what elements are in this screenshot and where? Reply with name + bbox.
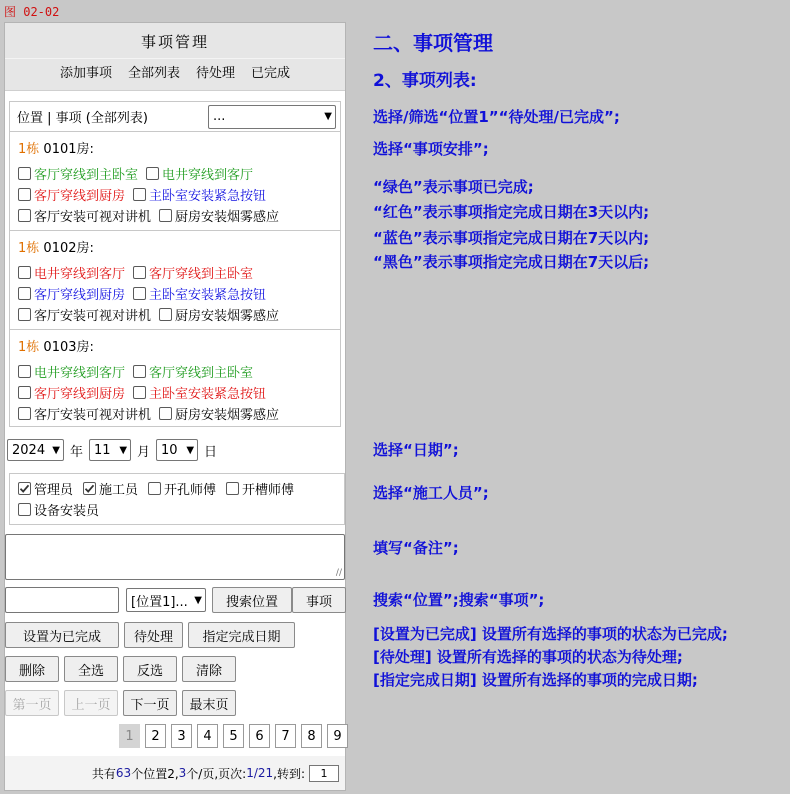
- page-number-button[interactable]: 2: [145, 724, 166, 748]
- room-number: 0101房:: [43, 142, 94, 157]
- goto-page-input[interactable]: 1: [309, 765, 339, 782]
- page-number-button[interactable]: 1: [119, 724, 140, 748]
- checkbox[interactable]: [148, 482, 161, 495]
- notes-heading: 二、事项管理: [373, 31, 493, 55]
- checkbox[interactable]: [18, 365, 31, 378]
- checkbox[interactable]: [133, 266, 146, 279]
- year-select[interactable]: 2024 ▼: [7, 439, 64, 461]
- note-search: 搜索“位置”;搜索“事项”;: [373, 591, 545, 609]
- clear-button[interactable]: 清除: [182, 656, 236, 682]
- task-label: 主卧室安装紧急按钮: [149, 387, 267, 402]
- task-row: [18, 163, 340, 184]
- month-unit: 月: [137, 444, 151, 460]
- checkbox[interactable]: [133, 188, 146, 201]
- task-label: 客厅安装可视对讲机: [34, 309, 152, 324]
- checkbox[interactable]: [159, 308, 172, 321]
- task-label: 电井穿线到客厅: [162, 168, 254, 183]
- task-checkbox-item[interactable]: [133, 383, 266, 402]
- check-icon: [19, 483, 30, 494]
- room-title: [18, 137, 340, 163]
- checkbox[interactable]: [133, 287, 146, 300]
- building-label: 1栋: [18, 241, 40, 256]
- checkbox[interactable]: [159, 209, 172, 222]
- page-number-button[interactable]: 5: [223, 724, 244, 748]
- staff-checkbox-item[interactable]: [148, 479, 216, 498]
- task-label: 电井穿线到客厅: [34, 267, 126, 282]
- task-label: 客厅穿线到主卧室: [149, 267, 254, 282]
- resize-grip-icon[interactable]: ∕∕: [335, 568, 342, 578]
- task-checkbox-item[interactable]: [18, 404, 151, 423]
- page-number-button[interactable]: 4: [197, 724, 218, 748]
- checkbox[interactable]: [18, 266, 31, 279]
- set-due-date-button[interactable]: 指定完成日期: [188, 622, 295, 648]
- note-filter: 选择/筛选“位置1”“待处理/已完成”;: [373, 108, 620, 126]
- page-navigation: [5, 690, 241, 716]
- room-title: [18, 236, 340, 262]
- staff-checkbox-item[interactable]: [18, 500, 99, 519]
- chevron-down-icon: ▼: [52, 444, 60, 456]
- check-icon: [84, 483, 95, 494]
- task-checkbox-item[interactable]: [146, 164, 253, 183]
- task-row: [18, 403, 340, 424]
- page-number-button[interactable]: 7: [275, 724, 296, 748]
- task-label: 客厅穿线到厨房: [34, 189, 126, 204]
- filter-row: [9, 101, 341, 131]
- checkbox[interactable]: [18, 407, 31, 420]
- note-items: 选择“事项安排”;: [373, 140, 489, 158]
- note-set-completed: [设置为已完成] 设置所有选择的事项的状态为已完成;: [373, 625, 728, 643]
- checkbox[interactable]: [133, 386, 146, 399]
- chevron-down-icon: ▼: [186, 444, 195, 456]
- task-checkbox-item[interactable]: [18, 206, 151, 225]
- set-completed-button[interactable]: 设置为已完成: [5, 622, 119, 648]
- notes-subheading: 2、事项列表:: [373, 71, 477, 91]
- room-number: 0102房:: [43, 241, 94, 256]
- note-staff: 选择“施工人员”;: [373, 484, 489, 502]
- search-item-button[interactable]: 事项: [292, 587, 346, 613]
- first-page-button[interactable]: 第一页: [5, 690, 59, 716]
- panel-header: [5, 23, 345, 91]
- staff-row: [18, 478, 344, 499]
- filter-label: 位置 | 事项 (全部列表): [17, 111, 148, 126]
- page-indicator: 1/21: [246, 766, 274, 780]
- status-actions: [5, 622, 300, 648]
- chevron-down-icon: ▼: [119, 444, 128, 456]
- legend-red: “红色”表示事项指定完成日期在3天以内;: [373, 203, 650, 221]
- task-row: [18, 304, 340, 325]
- pagination-footer: 共有 63 个位置2, 3 个/页,页次: 1/21 ,转到: 1: [5, 756, 345, 790]
- task-label: 电井穿线到客厅: [34, 366, 126, 381]
- note-set-pending: [待处理] 设置所有选择的事项的状态为待处理;: [373, 648, 683, 666]
- year-unit: 年: [70, 444, 84, 460]
- staff-label: 管理员: [34, 483, 74, 498]
- room-list: [9, 131, 341, 427]
- next-page-button[interactable]: 下一页: [123, 690, 177, 716]
- task-row: [18, 205, 340, 226]
- select-all-button[interactable]: 全选: [64, 656, 118, 682]
- checkbox[interactable]: [18, 287, 31, 300]
- room-block: [10, 231, 340, 330]
- task-checkbox-item[interactable]: [18, 263, 125, 282]
- staff-selection: [9, 473, 345, 525]
- task-checkbox-item[interactable]: [18, 284, 125, 303]
- task-checkbox-item[interactable]: [133, 362, 253, 381]
- room-title: [18, 335, 340, 361]
- search-row: [5, 587, 347, 613]
- day-unit: 日: [204, 444, 218, 460]
- task-checkbox-item[interactable]: [18, 362, 125, 381]
- task-label: 客厅穿线到主卧室: [34, 168, 139, 183]
- room-block: [10, 330, 340, 426]
- building-label: 1栋: [18, 340, 40, 355]
- delete-button[interactable]: 删除: [5, 656, 59, 682]
- task-checkbox-item[interactable]: [133, 263, 253, 282]
- staff-row: [18, 499, 344, 520]
- task-label: 客厅穿线到厨房: [34, 387, 126, 402]
- item-management-panel: [4, 22, 346, 791]
- task-row: [18, 361, 340, 382]
- note-date: 选择“日期”;: [373, 441, 459, 459]
- month-select[interactable]: 11 ▼: [89, 439, 131, 461]
- checkbox[interactable]: [146, 167, 159, 180]
- checkbox[interactable]: [226, 482, 239, 495]
- task-checkbox-item[interactable]: [159, 206, 279, 225]
- room-block: [10, 132, 340, 231]
- checkbox[interactable]: [133, 365, 146, 378]
- staff-checkbox-item[interactable]: [18, 479, 73, 498]
- staff-label: 施工员: [99, 483, 139, 498]
- checkbox[interactable]: [18, 386, 31, 399]
- building-label: 1栋: [18, 142, 40, 157]
- legend-green: “绿色”表示事项已完成;: [373, 178, 534, 196]
- task-checkbox-item[interactable]: [159, 305, 279, 324]
- note-set-due-date: [指定完成日期] 设置所有选择的事项的完成日期;: [373, 671, 698, 689]
- task-row: [18, 382, 340, 403]
- set-pending-button[interactable]: 待处理: [124, 622, 183, 648]
- task-checkbox-item[interactable]: [159, 404, 279, 423]
- panel-title: 事项管理: [5, 23, 345, 59]
- task-checkbox-item[interactable]: [133, 185, 266, 204]
- task-checkbox-item[interactable]: [133, 284, 266, 303]
- position-select[interactable]: [位置1]... ▼: [126, 588, 206, 612]
- date-row: [5, 437, 223, 463]
- checkbox[interactable]: [18, 503, 31, 516]
- search-position-button[interactable]: 搜索位置: [212, 587, 292, 613]
- legend-black: “黑色”表示事项指定完成日期在7天以后;: [373, 253, 650, 271]
- selection-actions: [5, 656, 241, 682]
- task-row: [18, 283, 340, 304]
- last-page-button[interactable]: 最末页: [182, 690, 236, 716]
- task-checkbox-item[interactable]: [18, 164, 138, 183]
- menu-add-item[interactable]: 添加事项: [59, 66, 112, 81]
- figure-label: 图 02-02: [4, 5, 60, 19]
- checkbox[interactable]: [18, 167, 31, 180]
- invert-selection-button[interactable]: 反选: [123, 656, 177, 682]
- page-number-button[interactable]: 3: [171, 724, 192, 748]
- page-number-button[interactable]: 8: [301, 724, 322, 748]
- task-label: 客厅安装可视对讲机: [34, 210, 152, 225]
- staff-checkbox-item[interactable]: [83, 479, 138, 498]
- staff-label: 设备安装员: [34, 504, 100, 519]
- task-label: 客厅穿线到主卧室: [149, 366, 254, 381]
- chevron-down-icon: ▼: [194, 594, 202, 606]
- panel-menu: [5, 59, 345, 90]
- task-label: 厨房安装烟雾感应: [175, 309, 280, 324]
- checkbox[interactable]: [18, 209, 31, 222]
- task-row: [18, 184, 340, 205]
- task-checkbox-item[interactable]: [18, 305, 151, 324]
- task-checkbox-item[interactable]: [18, 383, 125, 402]
- remarks-textarea[interactable]: [5, 534, 345, 580]
- note-remarks: 填写“备注”;: [373, 539, 459, 557]
- menu-all-list[interactable]: 全部列表: [127, 66, 180, 81]
- task-label: 厨房安装烟雾感应: [175, 408, 280, 423]
- checkbox[interactable]: [159, 407, 172, 420]
- page-numbers: [119, 724, 353, 748]
- checkbox-checked[interactable]: [83, 482, 96, 495]
- checkbox-checked[interactable]: [18, 482, 31, 495]
- prev-page-button[interactable]: 上一页: [64, 690, 118, 716]
- staff-checkbox-item[interactable]: [226, 479, 294, 498]
- task-row: [18, 262, 340, 283]
- staff-label: 开槽师傅: [242, 483, 295, 498]
- room-number: 0103房:: [43, 340, 94, 355]
- task-label: 客厅安装可视对讲机: [34, 408, 152, 423]
- search-input[interactable]: [5, 587, 119, 613]
- task-checkbox-item[interactable]: [18, 185, 125, 204]
- checkbox[interactable]: [18, 308, 31, 321]
- task-label: 厨房安装烟雾感应: [175, 210, 280, 225]
- task-label: 主卧室安装紧急按钮: [149, 189, 267, 204]
- menu-completed[interactable]: 已完成: [251, 66, 291, 81]
- chevron-down-icon: ▼: [324, 111, 332, 122]
- task-label: 主卧室安装紧急按钮: [149, 288, 267, 303]
- task-label: 客厅穿线到厨房: [34, 288, 126, 303]
- legend-blue: “蓝色”表示事项指定完成日期在7天以内;: [373, 229, 650, 247]
- menu-pending[interactable]: 待处理: [196, 66, 236, 81]
- staff-label: 开孔师傅: [164, 483, 217, 498]
- checkbox[interactable]: [18, 188, 31, 201]
- page-number-button[interactable]: 9: [327, 724, 348, 748]
- total-count: 63: [115, 766, 132, 780]
- per-page-count: 3: [178, 766, 187, 780]
- day-select[interactable]: 10 ▼: [156, 439, 198, 461]
- page-number-button[interactable]: 6: [249, 724, 270, 748]
- filter-select[interactable]: ... ▼: [208, 105, 336, 129]
